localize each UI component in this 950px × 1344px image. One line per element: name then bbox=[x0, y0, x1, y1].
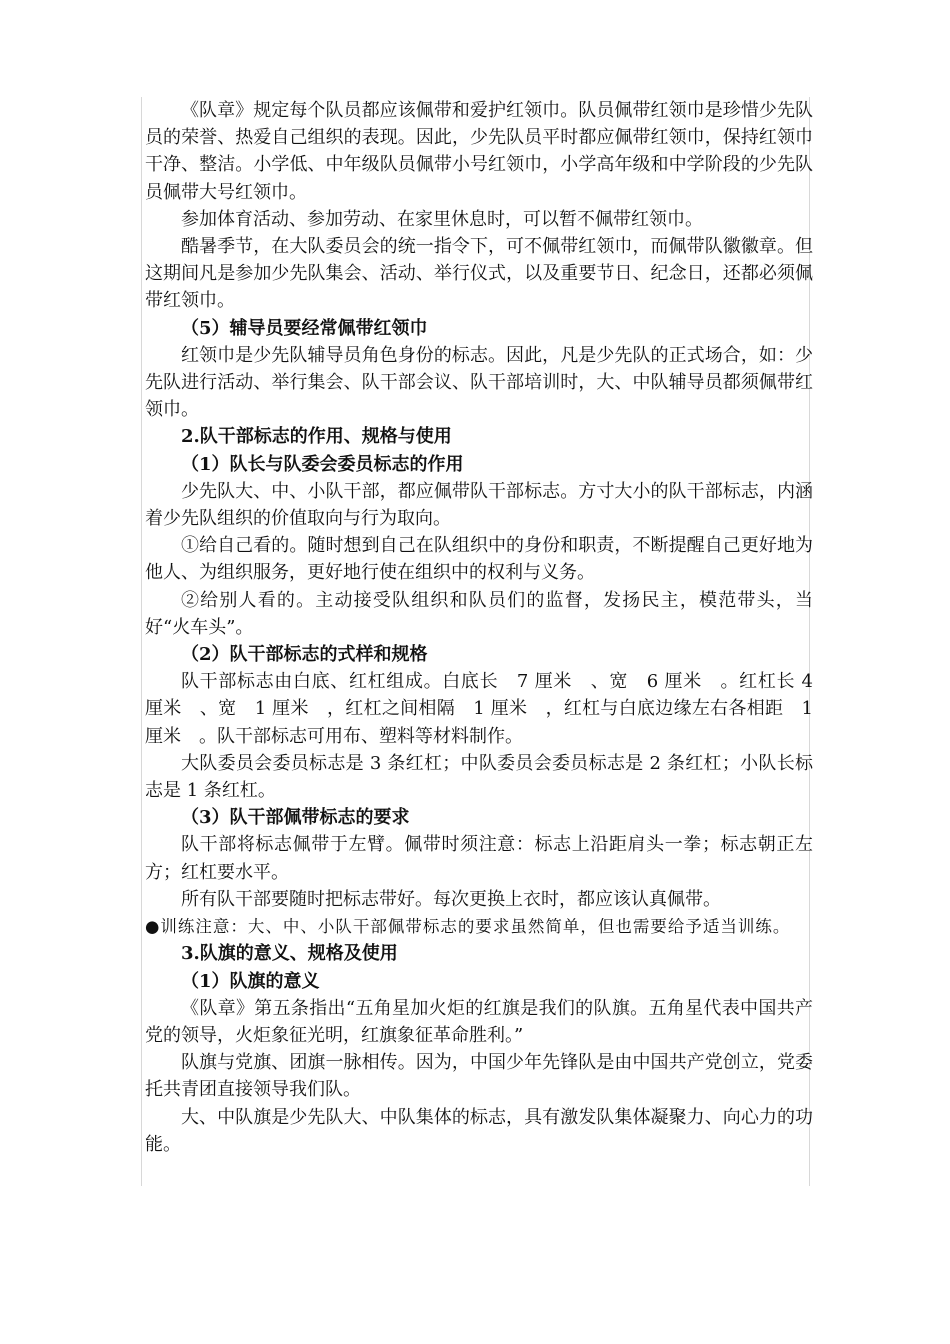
paragraph: ②给别人看的。主动接受队组织和队员们的监督，发扬民主，模范带头，当好“火车头”。 bbox=[145, 589, 813, 638]
paragraph: 队干部标志由白底、红杠组成。白底长 7 厘米 、宽 6 厘米 。红杠长 4 厘米 、宽 1 厘米 ，红杠之间相隔 1 厘米 ，红杠与白底边缘左右各相距 1 厘米 。队干部标志可用布、塑料等材料制作。 bbox=[145, 671, 819, 747]
subsection-heading: （2）队干部标志的式样和规格 bbox=[181, 644, 428, 666]
paragraph: 红领巾是少先队辅导员角色身份的标志。因此，凡是少先队的正式场合，如：少先队进行活动、举行集会、队干部会议、队干部培训时，大、中队辅导员都须佩带红领巾。 bbox=[145, 344, 813, 421]
paragraph: 大、中队旗是少先队大、中队集体的标志，具有激发队集体凝聚力、向心力的功能。 bbox=[145, 1106, 813, 1155]
document-body bbox=[145, 97, 819, 1158]
training-note: ●训练注意：大、中、小队干部佩带标志的要求虽然简单，但也需要给予适当训练。 bbox=[145, 917, 791, 937]
paragraph: 《队章》规定每个队员都应该佩带和爱护红领巾。队员佩带红领巾是珍惜少先队员的荣誉、热爱自己组织的表现。因此，少先队员平时都应佩带红领巾，保持红领巾干净、整洁。小学低、中年级队员佩带小号红领巾，小学高年级和中学阶段的少先队员佩带大号红领巾。 bbox=[145, 100, 813, 203]
subsection-heading: （1）队长与队委会委员标志的作用 bbox=[181, 453, 464, 475]
paragraph: 大队委员会委员标志是 3 条红杠；中队委员会委员标志是 2 条红杠；小队长标志是 1 条红杠。 bbox=[145, 752, 813, 802]
paragraph: ①给自己看的。随时想到自己在队组织中的身份和职责，不断提醒自己更好地为他人、为组织服务，更好地行使在组织中的权利与义务。 bbox=[145, 535, 813, 584]
paragraph: 参加体育活动、参加劳动、在家里休息时，可以暂不佩带红领巾。 bbox=[181, 208, 703, 230]
paragraph: 酷暑季节，在大队委员会的统一指令下，可不佩带红领巾，而佩带队徽徽章。但这期间凡是参加少先队集会、活动、举行仪式，以及重要节日、纪念日，还都必须佩带红领巾。 bbox=[145, 236, 813, 312]
subsection-heading: （3）队干部佩带标志的要求 bbox=[181, 807, 410, 829]
paragraph: 队干部将标志佩带于左臂。佩带时须注意：标志上沿距肩头一拳；标志朝正左方；红杠要水平。 bbox=[145, 834, 813, 883]
section-heading: 2.队干部标志的作用、规格与使用 bbox=[181, 426, 452, 448]
page-border-left bbox=[141, 97, 142, 1186]
paragraph: 《队章》第五条指出“五角星加火炬的红旗是我们的队旗。五角星代表中国共产党的领导，火炬象征光明，红旗象征革命胜利。” bbox=[145, 997, 813, 1046]
paragraph: 队旗与党旗、团旗一脉相传。因为，中国少年先锋队是由中国共产党创立，党委托共青团直接领导我们队。 bbox=[145, 1052, 813, 1101]
subsection-heading: （1）队旗的意义 bbox=[181, 970, 320, 992]
paragraph: 所有队干部要随时把标志带好。每次更换上衣时，都应该认真佩带。 bbox=[181, 888, 721, 910]
section-heading: 3.队旗的意义、规格及使用 bbox=[181, 943, 398, 965]
paragraph: 少先队大、中、小队干部，都应佩带队干部标志。方寸大小的队干部标志，内涵着少先队组织的价值取向与行为取向。 bbox=[145, 480, 813, 530]
subsection-heading: （5）辅导员要经常佩带红领巾 bbox=[181, 317, 428, 339]
